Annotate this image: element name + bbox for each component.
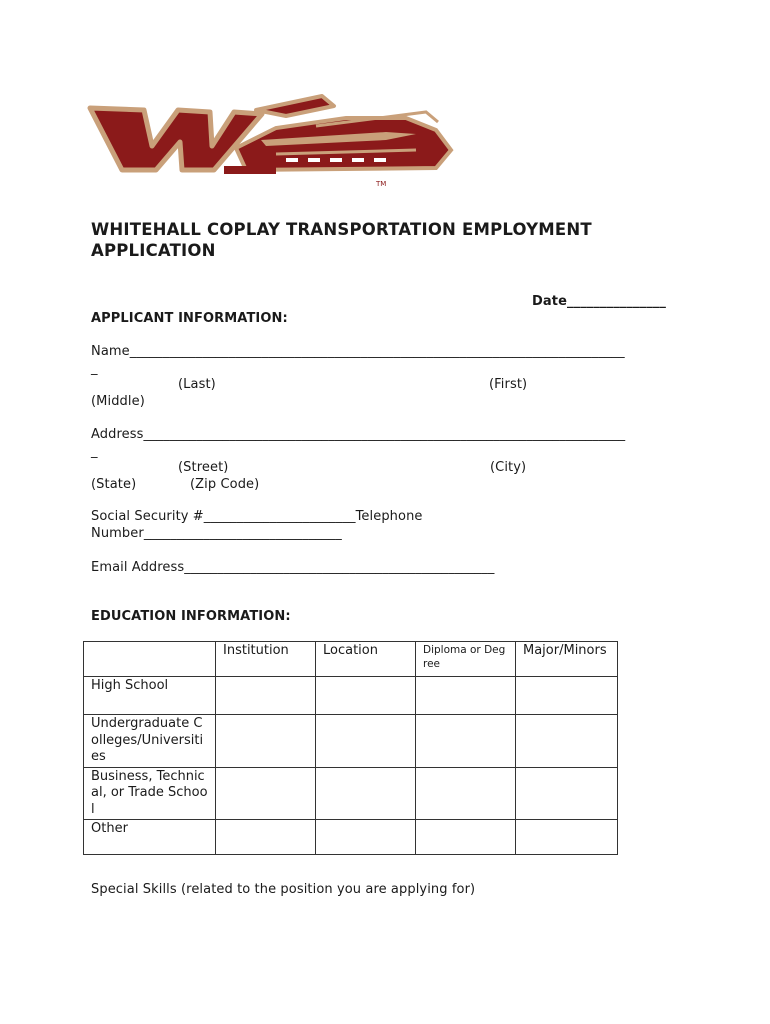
table-row [84, 715, 618, 768]
table-header-row [84, 642, 618, 677]
row-label-cell: High School [84, 677, 216, 715]
table-header-cell: Location [316, 642, 416, 677]
special-skills-label: Special Skills (related to the position you are applying for) [91, 882, 476, 897]
trademark-mark: TM [376, 180, 387, 188]
table-row [84, 677, 618, 715]
address-field-continuation: _ [91, 444, 98, 459]
table-header-cell [84, 642, 216, 677]
input-cell[interactable] [416, 715, 516, 768]
address-field[interactable]: Address_________________________________________________________________________ [91, 427, 626, 442]
input-cell[interactable] [416, 767, 516, 820]
table-header-cell: Diploma or Degree [416, 642, 516, 677]
education-info-heading: EDUCATION INFORMATION: [91, 609, 291, 624]
name-field-continuation: _ [91, 361, 98, 376]
ssn-telephone-field[interactable]: Social Security #_______________________Telephone [91, 509, 423, 524]
table-row [84, 767, 618, 820]
date-field[interactable]: Date_______________ [532, 294, 666, 309]
input-cell[interactable] [316, 767, 416, 820]
name-field[interactable]: Name___________________________________________________________________________ [91, 344, 625, 359]
company-logo [86, 88, 464, 192]
telephone-number-field[interactable]: Number______________________________ [91, 526, 342, 541]
email-field[interactable]: Email Address_______________________________________________ [91, 560, 495, 575]
input-cell[interactable] [316, 677, 416, 715]
input-cell[interactable] [216, 820, 316, 855]
table-row [84, 820, 618, 855]
row-label-cell: Other [84, 820, 216, 855]
table-header-cell: Major/Minors [516, 642, 618, 677]
address-state-label: (State) [91, 477, 137, 492]
input-cell[interactable] [216, 715, 316, 768]
name-first-label: (First) [489, 377, 528, 392]
input-cell[interactable] [516, 820, 618, 855]
address-street-label: (Street) [178, 460, 229, 475]
row-label-cell: Business, Technical, or Trade School [84, 767, 216, 820]
row-label-cell: Undergraduate Colleges/Universities [84, 715, 216, 768]
input-cell[interactable] [516, 715, 618, 768]
input-cell[interactable] [516, 767, 618, 820]
name-middle-label: (Middle) [91, 394, 145, 409]
education-table [83, 641, 618, 855]
form-title-line1: WHITEHALL COPLAY TRANSPORTATION EMPLOYMENT [91, 220, 592, 239]
name-last-label: (Last) [178, 377, 216, 392]
input-cell[interactable] [216, 767, 316, 820]
table-header-cell: Institution [216, 642, 316, 677]
input-cell[interactable] [416, 820, 516, 855]
address-zip-label: (Zip Code) [190, 477, 260, 492]
input-cell[interactable] [416, 677, 516, 715]
applicant-info-heading: APPLICANT INFORMATION: [91, 311, 288, 326]
form-title-line2: APPLICATION [91, 241, 216, 260]
input-cell[interactable] [316, 715, 416, 768]
input-cell[interactable] [216, 677, 316, 715]
address-city-label: (City) [490, 460, 527, 475]
input-cell[interactable] [316, 820, 416, 855]
input-cell[interactable] [516, 677, 618, 715]
